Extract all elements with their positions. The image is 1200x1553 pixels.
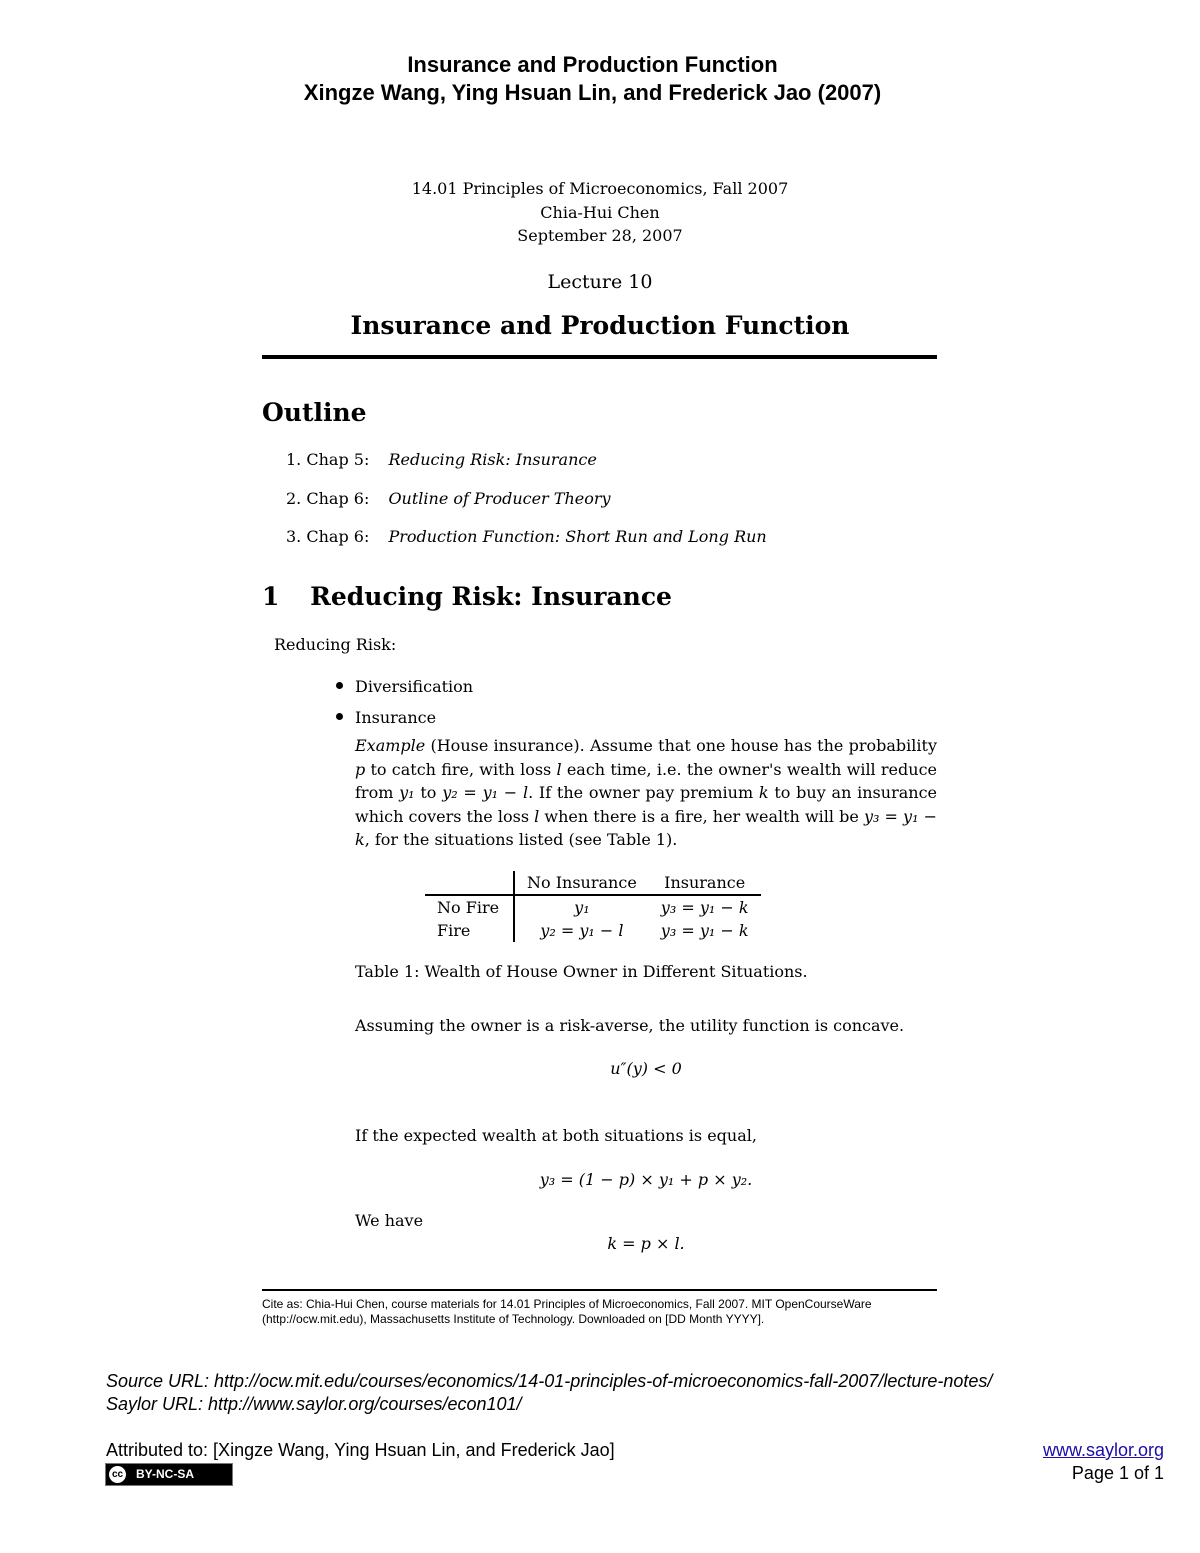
outline-title: Production Function: Short Run and Long Run [388,527,767,546]
section-number: 1 [262,582,280,611]
table-header: Insurance [664,873,746,892]
table-cell: y₂ = y₁ − l [540,921,624,940]
equation-premium: k = p × l. [607,1234,685,1253]
source-url: Source URL: http://ocw.mit.edu/courses/economics/14-01-principles-of-microeconomics-fall-2007/lecture-notes/ [106,1371,993,1391]
outline-item [286,489,611,508]
math-run: y₃ = y₁ − k [355,806,937,849]
text-run: to buy an insurance which covers the loss [355,783,937,826]
bullet-icon [336,713,343,720]
instructor: Chia-Hui Chen [540,203,660,222]
lecture-number: Lecture 10 [547,271,653,293]
outline-title: Outline of Producer Theory [388,489,611,508]
math-run: y₁ [399,783,415,802]
cc-icon: cc [109,1466,126,1483]
table-row-label: No Fire [425,895,514,919]
cc-license-badge[interactable] [105,1463,233,1486]
outline-num: 3. [286,527,302,546]
outline-heading: Outline [262,398,367,427]
table-row [425,895,761,919]
outline-item [286,450,597,469]
wealth-table [425,871,761,942]
text-run: each time, i.e. the owner's wealth will reduce from [355,759,938,802]
outline-item [286,527,767,546]
outline-title: Reducing Risk: Insurance [388,450,597,469]
outline-num: 2. [286,489,302,508]
table-cell: y₃ = y₁ − k [660,921,749,940]
section-intro: Reducing Risk: [274,635,397,654]
outline-num: 1. [286,450,302,469]
list-item [336,677,473,696]
saylor-site-link[interactable]: www.saylor.org [1042,1440,1164,1460]
course-line: 14.01 Principles of Microeconomics, Fall 2007 [411,179,789,198]
table-header: No Insurance [527,873,637,892]
outline-chap: Chap 6: [306,489,370,508]
citation-footnote: Cite as: Chia-Hui Chen, course materials for 14.01 Principles of Microeconomics, Fall 2007. MIT OpenCourseWare (http://ocw.mit.edu), Massachusetts Institute of Technology. Downloaded on [DD Month YYYY]. [262,1297,872,1326]
equation-expected: y₃ = (1 − p) × y₁ + p × y₂. [539,1170,753,1189]
outline-chap: Chap 6: [306,527,370,546]
list-item [336,708,436,727]
saylor-url: Saylor URL: http://www.saylor.org/courses/econ101/ [106,1394,522,1414]
lecture-title: Insurance and Production Function [350,311,850,340]
footnote-rule [262,1289,937,1291]
math-run: k [758,783,769,802]
text-run: to [414,783,443,802]
bullet-icon [336,682,343,689]
math-run: p [355,759,366,779]
license-label: BY-NC-SA [136,1467,195,1481]
lecture-date: September 28, 2007 [517,226,683,245]
expected-wealth-text: If the expected wealth at both situations is equal, [355,1126,757,1145]
document-header-authors: Xingze Wang, Ying Hsuan Lin, and Frederick Jao (2007) [303,80,882,105]
attribution: Attributed to: [Xingze Wang, Ying Hsuan Lin, and Frederick Jao] [106,1440,615,1460]
table-cell: y₁ [574,898,590,917]
equation-concave: u″(y) < 0 [610,1059,682,1078]
math-run: l [534,806,540,826]
text-run: to catch fire, with loss [365,759,557,779]
text-run: when there is a fire, her wealth will be [539,806,864,826]
example-paragraph [355,734,937,852]
bullet-label: Diversification [355,677,474,696]
we-have-text: We have [355,1211,424,1230]
section-heading [262,582,672,611]
math-run: l [556,759,562,779]
document-header-title: Insurance and Production Function [407,52,778,77]
section-title: Reducing Risk: Insurance [310,582,672,611]
math-run: y₂ = y₁ − l [442,783,529,802]
page-number: Page 1 of 1 [1071,1463,1164,1483]
bullet-label: Insurance [355,708,437,727]
table-corner [425,871,514,895]
outline-chap: Chap 5: [306,450,370,469]
table-header-row [425,871,761,895]
example-label: Example [355,736,426,755]
text-run: . If the owner pay premium [528,783,759,802]
text-run: , for the situations listed (see Table 1). [364,830,678,849]
table-row [425,919,761,942]
table-cell: y₃ = y₁ − k [660,898,749,917]
table-caption: Table 1: Wealth of House Owner in Different Situations. [355,962,808,981]
text-run: (House insurance). Assume that one house has the probability [425,736,937,755]
title-rule [262,355,937,359]
risk-averse-text: Assuming the owner is a risk-averse, the utility function is concave. [355,1016,905,1035]
table-row-label: Fire [425,919,514,942]
